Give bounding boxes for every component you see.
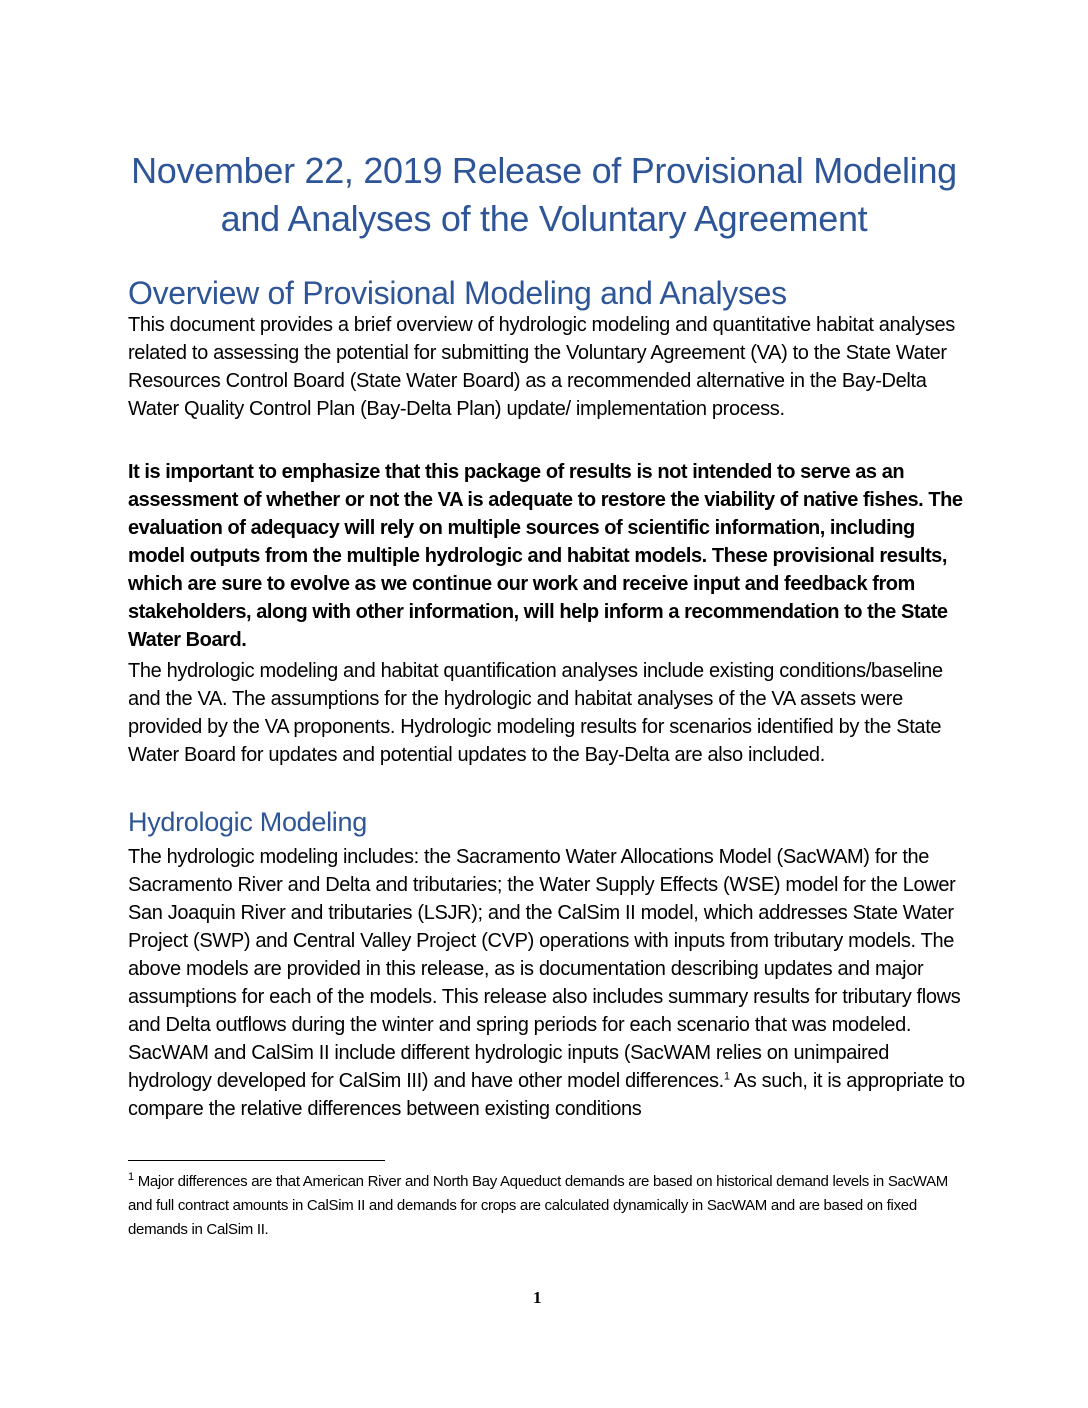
hydrologic-text-part-1: The hydrologic modeling includes: the Sacramento Water Allocations Model (SacWAM) for the Sacramento River and Delta and tributaries; the Water Supply Effects (WSE) model for the Lower San Joaquin River and tributaries (LSJR); and the CalSim II model, which addresses State Water Project (SWP) and Central Valley Project (CVP) operations with inputs from tributary models. The above models are provided in this release, as is documentation describing updates and major assumptions for each of the models. This release also includes summary results for tributary flows and Delta outflows during the winter and spring periods for each scenario that was modeled. SacWAM and CalSim II include different hydrologic inputs (SacWAM relies on unimpaired hydrology developed for CalSim III) and have other model differences.	[128, 846, 961, 1092]
section-heading-hydrologic-modeling: Hydrologic Modeling	[128, 807, 367, 837]
footnote-marker: 1	[128, 1171, 134, 1183]
overview-paragraph-scope: The hydrologic modeling and habitat quantification analyses include existing conditions/baseline and the VA. The assumptions for the hydrologic and habitat analyses of the VA assets were provided by the VA proponents. Hydrologic modeling results for scenarios identified by the State Water Board for updates and potential updates to the Bay-Delta are also included.	[128, 660, 943, 766]
footnote-text: Major differences are that American River and North Bay Aqueduct demands are based on historical demand levels in SacWAM and full contract amounts in CalSim II and demands for crops are calculated dynamically in SacWAM and are based on fixed demands in CalSim II.	[128, 1173, 948, 1238]
overview-paragraph-emphasis: It is important to emphasize that this package of results is not intended to serve as an assessment of whether or not the VA is adequate to restore the viability of native fishes. The evaluation of adequacy will rely on multiple sources of scientific information, including model outputs from the multiple hydrologic and habitat models. These provisional results, which are sure to evolve as we continue our work and receive input and feedback from stakeholders, along with other information, will help inform a recommendation to the State Water Board.	[128, 461, 963, 651]
document-title	[100, 147, 988, 243]
page-number: 1	[533, 1288, 542, 1307]
hydrologic-text-part-2: As such, it is appropriate to compare the relative differences between existing conditions	[128, 1070, 965, 1120]
footnote-separator	[128, 1160, 385, 1161]
section-heading-overview: Overview of Provisional Modeling and Analyses	[128, 275, 787, 311]
title-line-2: and Analyses of the Voluntary Agreement	[220, 198, 868, 239]
overview-paragraph-intro: This document provides a brief overview of hydrologic modeling and quantitative habitat analyses related to assessing the potential for submitting the Voluntary Agreement (VA) to the State Water Resources Control Board (State Water Board) as a recommended alternative in the Bay-Delta Water Quality Control Plan (Bay-Delta Plan) update/ implementation process.	[128, 314, 955, 420]
title-line-1: November 22, 2019 Release of Provisional Modeling	[131, 150, 957, 191]
footnote	[128, 1170, 948, 1242]
hydrologic-modeling-paragraph	[128, 843, 968, 1123]
footnote-reference[interactable]: 1	[723, 1070, 730, 1083]
